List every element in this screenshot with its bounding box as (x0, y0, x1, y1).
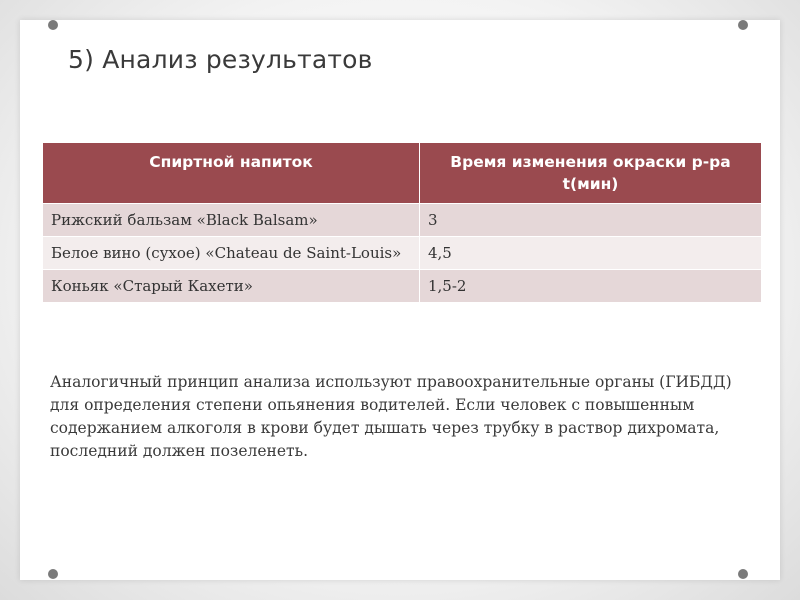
corner-dot-icon (48, 20, 58, 30)
corner-dot-icon (48, 569, 58, 579)
table-row (43, 204, 762, 237)
cell-time: 4,5 (420, 237, 762, 270)
corner-dot-icon (738, 569, 748, 579)
cell-time: 1,5-2 (420, 270, 762, 303)
table-row (43, 270, 762, 303)
cell-time: 3 (420, 204, 762, 237)
corner-dot-icon (738, 20, 748, 30)
table-row (43, 237, 762, 270)
cell-drink: Рижский бальзам «Black Balsam» (43, 204, 420, 237)
table-header-row (43, 143, 762, 204)
analysis-paragraph: Аналогичный принцип анализа используют правоохранительные органы (ГИБДД) для определения степени опьянения водителей. Если человек с повышенным содержанием алкоголя в крови будет дышать через трубку в раствор дихромата, последний должен позеленеть. (50, 373, 732, 460)
column-header-time: Время изменения окраски р-ра t(мин) (420, 143, 762, 204)
results-table (42, 142, 762, 303)
cell-drink: Белое вино (сухое) «Chateau de Saint-Louis» (43, 237, 420, 270)
slide-title: 5) Анализ результатов (68, 44, 373, 74)
cell-drink: Коньяк «Старый Кахети» (43, 270, 420, 303)
column-header-drink: Спиртной напиток (43, 143, 420, 204)
